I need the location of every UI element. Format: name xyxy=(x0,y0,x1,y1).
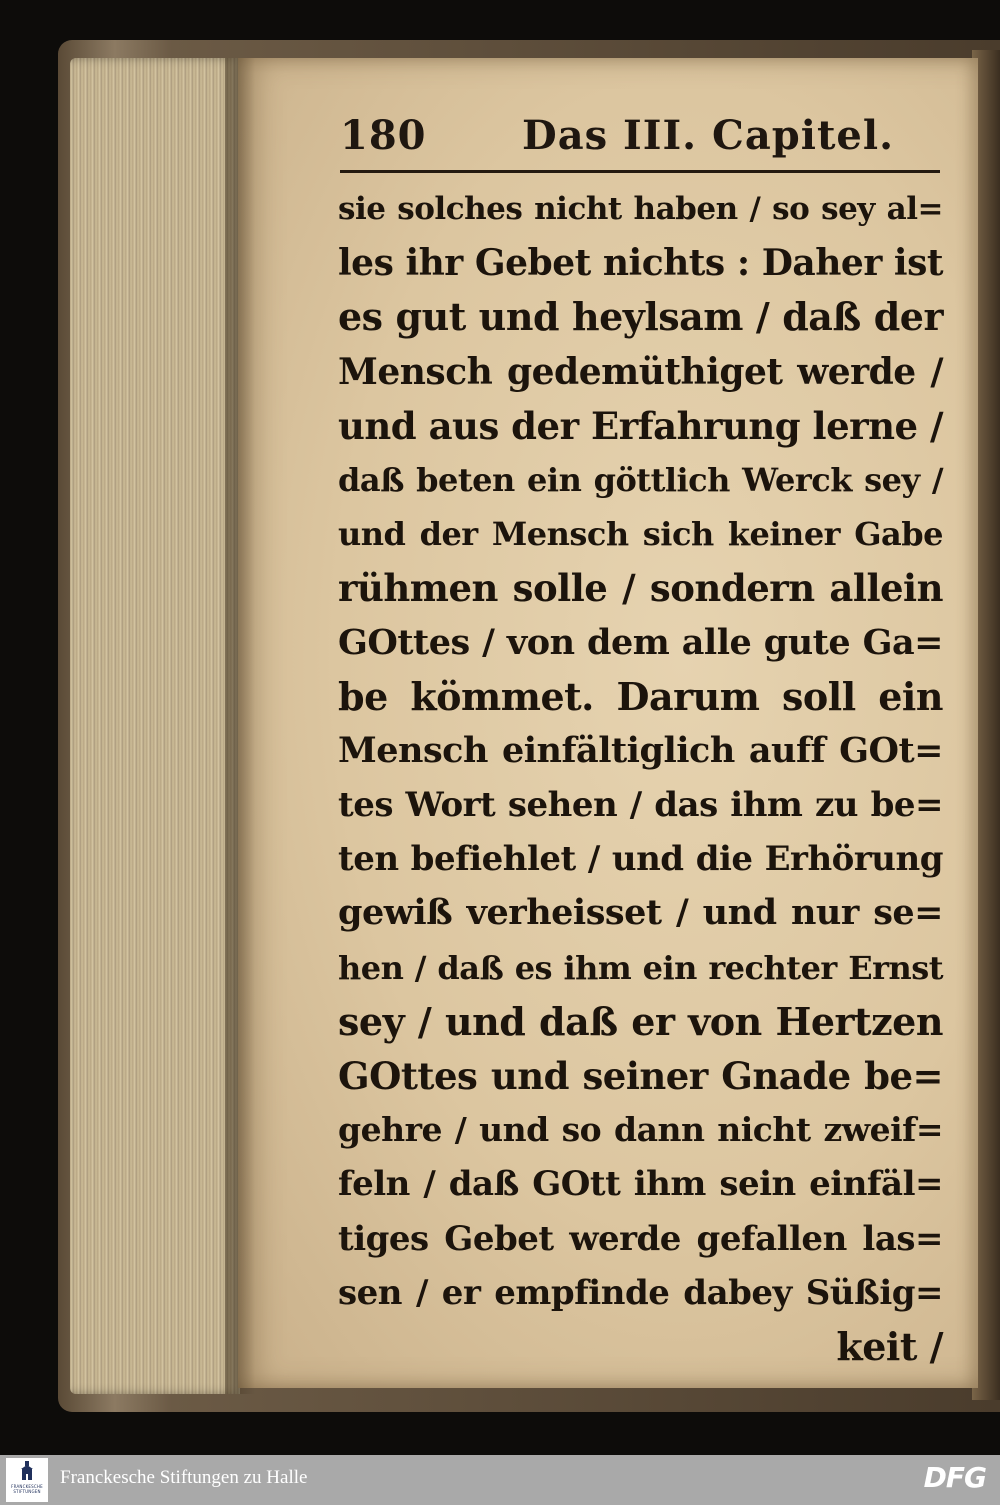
body-text xyxy=(338,182,943,1374)
logo-text: FRANCKESCHE STIFTUNGEN xyxy=(11,1484,43,1494)
text-line: hen / daß es ihm ein rechter Ernst xyxy=(338,948,943,987)
text-line: be kömmet. Darum soll ein xyxy=(338,673,943,719)
text-line: es gut und heylsam / daß der xyxy=(338,294,943,340)
text-line: sen / er empfinde dabey Süßig= xyxy=(338,1272,943,1313)
page-header xyxy=(340,112,940,162)
catchword: keit / xyxy=(836,1323,943,1369)
text-line: sie solches nicht haben / so sey al= xyxy=(338,191,943,227)
text-line: GOttes und seiner Gnade be= xyxy=(338,1054,943,1098)
text-line: sey / und daß er von Hertzen xyxy=(338,998,943,1044)
text-line: und der Mensch sich keiner Gabe xyxy=(338,515,943,554)
footer-bar xyxy=(0,1455,1000,1505)
text-line: GOttes / von dem alle gute Ga= xyxy=(338,621,943,663)
text-line: les ihr Gebet nichts : Daher ist xyxy=(338,242,943,285)
text-line: tiges Gebet werde gefallen las= xyxy=(338,1218,943,1259)
gutter-shadow xyxy=(225,58,255,1394)
page-number: 180 xyxy=(340,112,427,159)
text-line: gehre / und so dann nicht zweif= xyxy=(338,1110,943,1150)
text-line: daß beten ein göttlich Werck sey / xyxy=(338,460,943,499)
page-edges xyxy=(70,58,240,1394)
text-line: und aus der Erfahrung lerne / xyxy=(338,403,943,448)
text-line: Mensch einfältiglich auff GOt= xyxy=(338,729,943,771)
text-line: feln / daß GOtt ihm sein einfäl= xyxy=(338,1164,943,1205)
text-line: rühmen solle / sondern allein xyxy=(338,566,943,611)
dfg-logo[interactable]: DFG xyxy=(923,1461,986,1494)
institution-name[interactable]: Franckesche Stiftungen zu Halle xyxy=(60,1467,308,1488)
building-icon xyxy=(19,1461,35,1481)
text-line: tes Wort sehen / das ihm zu be= xyxy=(338,785,943,826)
text-line: Mensch gedemüthiget werde / xyxy=(338,350,943,393)
institution-logo[interactable] xyxy=(6,1458,48,1502)
text-line: gewiß verheisset / und nur se= xyxy=(338,892,943,934)
running-head: Das III. Capitel. xyxy=(522,112,894,159)
text-line: ten befiehlet / und die Erhörung xyxy=(338,839,943,880)
header-rule xyxy=(340,170,940,173)
